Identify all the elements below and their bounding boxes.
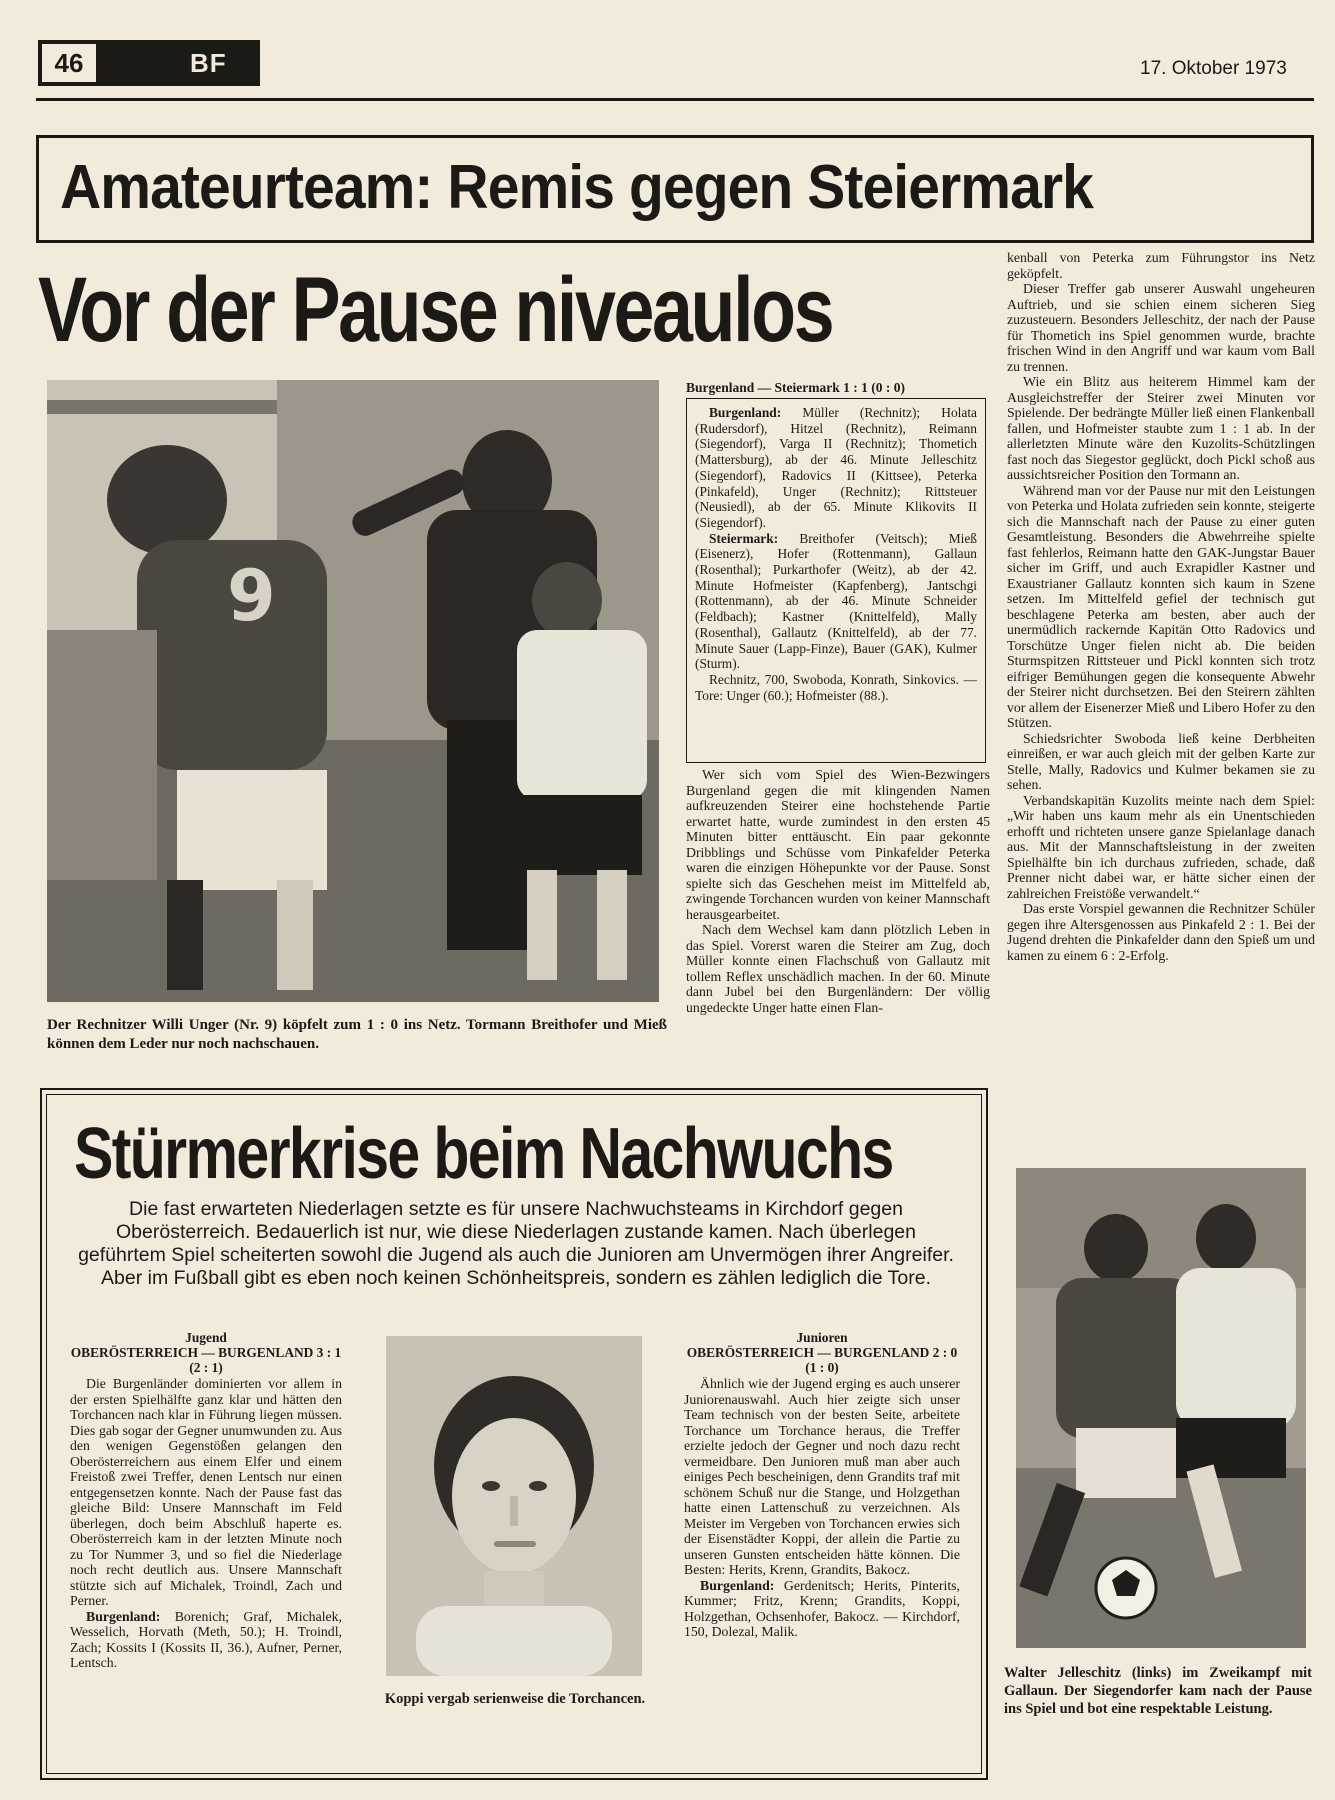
lineup-steiermark: Breithofer (Veitsch); Mieß (Eisenerz), Hofer (Rottenmann), Gallaun (Rosenthal); Purkarthofer (Weitz), ab der 42. Minute Hofmeister (Kapfenberg), Jantschgi (Rottenmann), ab der 46. Minute Schneider (Feldbach); Kastner (Knittelfeld), Mally (Rosenthal), Gallautz (Knittelfeld), ab der 77. Minute Sauer (Lapp-Finze), Bauer (GAK), Kulmer (Sturm). — [695, 530, 977, 672]
lineup-team-label: Burgenland: — [86, 1608, 161, 1624]
portrait-photo-koppi — [386, 1336, 642, 1676]
match-photo-header-goal — [47, 380, 659, 1002]
paragraph: Schiedsrichter Swoboda ließ keine Derbheiten einreißen, er war auch gleich mit der gelben Karte zur Stelle, Mally, Radovics und Kulmer bekamen sie zu sehen. — [1007, 730, 1315, 792]
paragraph: Das erste Vorspiel gewannen die Rechnitzer Schüler gegen ihre Altersgenossen aus Pinkafeld 2 : 1. Bei der Jugend drehten die Pinkafelder dann den Spieß um und kamen zu einem 6 : 2-Erfolg. — [1007, 901, 1315, 963]
jugend-result: OBERÖSTERREICH — BURGENLAND 3 : 1 (2 : 1) — [70, 1345, 342, 1375]
photo-caption: Der Rechnitzer Willi Unger (Nr. 9) köpfelt zum 1 : 0 ins Netz. Tormann Breithofer und Mieß können dem Leder nur noch nachschauen. — [47, 1017, 667, 1052]
photo-illustration — [386, 1336, 642, 1676]
story2-headline: Stürmerkrise beim Nachwuchs — [74, 1114, 893, 1194]
main-headline: Amateurteam: Remis gegen Steiermark — [60, 153, 1093, 222]
lineup-summary: Rechnitz, 700, Swoboda, Konrath, Sinkovics. — Tore: Unger (60.); Hofmeister (88.). — [695, 671, 977, 703]
page-number: 46 — [40, 42, 98, 84]
svg-text:9: 9 — [227, 555, 276, 637]
article-column-3 — [1007, 250, 1315, 963]
lineup-burgenland: Müller (Rechnitz); Holata (Rudersdorf), Hitzel (Rechnitz), Reimann (Siegendorf), Varga II (Rechnitz); Thometich (Mattersburg), ab der 46. Minute Jelleschitz (Siegendorf), Radovics II (Kittsee), Peterka (Pinkafeld), Unger (Rechnitz); Rittsteuer (Neusiedl), ab der 65. Minute Klikovits II (Siegendorf). — [695, 405, 977, 530]
paragraph: Wer sich vom Spiel des Wien-Bezwingers Burgenland gegen die mit klingenden Namen aufkreuzenden Steirer eine hochstehende Partie erwartet hatte, wurde zumindest in den ersten 45 Minuten bitter enttäuscht. Ein paar gekonnte Dribblings und Schüsse vom Pinkafelder Peterka waren die einzigen Höhepunkte vor der Pause. Sonst spielte sich das Geschehen meist im Mittelfeld ab, zwingende Torchancen wurden von keiner Mannschaft herausgearbeitet. — [686, 767, 990, 922]
lineup-text — [695, 405, 977, 703]
story2-lead: Die fast erwarteten Niederlagen setzte es für unsere Nachwuchsteams in Kirchdorf gegen Oberösterreich. Bedauerlich ist nur, wie diese Niederlagen zustande kamen. Nach überlegen geführtem Spiel scheiterten sowohl die Jugend als auch die Junioren am Unvermögen ihrer Angreifer. Aber im Fußball gibt es eben noch keinen Schönheitspreis, sondern es zählen lediglich die Tore. — [78, 1198, 954, 1289]
jugend-label: Jugend — [185, 1330, 227, 1345]
sub-headline: Vor der Pause niveaulos — [38, 259, 833, 361]
paragraph: Wie ein Blitz aus heiterem Himmel kam der Ausgleichstreffer der Steirer zwei Minuten vor Spielende. Der bedrängte Müller ließ einen Flankenball fallen, und Hofmeister staubte zum 1 : 1 ab. In der allerletzten Minute wäre den Kuzolits-Schützlingen fast noch das Siegestor geglückt, doch Pickl schoß aus aussichtsreicher Position den Tormann an. — [1007, 374, 1315, 482]
photo-caption: Koppi vergab serienweise die Torchancen. — [384, 1691, 646, 1707]
lineup-team-label: Burgenland: — [700, 1577, 775, 1593]
lineup-box — [686, 398, 986, 763]
photo-illustration — [47, 380, 659, 1002]
match-photo-duel — [1016, 1168, 1306, 1648]
article-column-2 — [686, 767, 990, 1015]
paragraph: Dieser Treffer gab unserer Auswahl ungeheuren Auftrieb, und sie schien einem sicheren Sieg zuzusteuern. Besonders Jelleschitz, der nach der Pause für Thometich ins Spiel genommen wurde, brachte frischen Wind in den Angriff und war kaum vom Ball zu trennen. — [1007, 281, 1315, 374]
match-result: Burgenland — Steiermark 1 : 1 (0 : 0) — [686, 380, 905, 395]
junioren-result: OBERÖSTERREICH — BURGENLAND 2 : 0 (1 : 0) — [686, 1345, 958, 1375]
jugend-lineup: Borenich; Graf, Michalek, Wesselich, Horvath (Meth, 50.); H. Troindl, Zach; Kossits I (Kossits II, 36.), Aufner, Perner, Lentsch. — [70, 1608, 342, 1670]
junioren-label: Junioren — [796, 1330, 848, 1345]
jugend-report — [70, 1376, 342, 1671]
photo-illustration — [1016, 1168, 1306, 1648]
junioren-result-heading — [684, 1330, 960, 1375]
jugend-result-heading — [70, 1330, 342, 1375]
junioren-lineup: Gerdenitsch; Herits, Pinterits, Kummer; Fritz, Krenn; Grandits, Koppi, Holzgethan, Ochsenhofer, Bakocz. — Kirchdorf, 150, Dolezal, Malik. — [684, 1577, 960, 1639]
paragraph: Die Burgenländer dominierten vor allem in der ersten Spielhälfte ganz klar und hätten den Torchancen nach klar in Führung liegen müssen. Dies gab sogar der Gegner unumwunden zu. Aus den wenigen Gegenstößen gelangen den Oberösterreichern aus einem Elfer und einem Freistoß zwei Treffer, denen Lentsch nur einen entgegensetzen konnte. Nach der Pause fast das gleiche Bild: Unsere Mannschaft im Feld überlegen, doch beim Abschluß haperte es. Oberösterreich kam in der letzten Minute noch zu Tor Nummer 3, und so fiel die Niederlage noch recht deutlich aus. Unsere Mannschaft stützte sich auf Michalek, Troindl, Zach und Perner. — [70, 1376, 342, 1608]
lineup-team-label: Burgenland: — [709, 405, 782, 420]
lineup-team-label: Steiermark: — [709, 530, 779, 546]
paragraph: Ähnlich wie der Jugend erging es auch unserer Juniorenauswahl. Auch hier zeigte sich unser Team technisch von der besten Seite, arbeitete Torchance um Torchance heraus, die Treffer erzielte jedoch der Gegner und noch dazu recht vermeidbare. Den Junioren muß man aber auch einiges Pech bescheinigen, denn Grandits traf mit schönem Schuß nur die Stange, und Holzgethan hatte einen Lattenschuß zu verzeichnen. Als Meister im Vergeben von Torchancen erwies sich der Eisenstädter Koppi, der allein die Partie zu unseren Gunsten entscheiden hätte können. Die Besten: Herits, Krenn, Grandits, Bakocz. — [684, 1376, 960, 1577]
paragraph: Während man vor der Pause nur mit den Leistungen von Peterka und Holata zufrieden sein konnte, steigerte sich die Mannschaft nach der Pause zu einer guten Gesamtleistung. Besonders die Abwehrreihe spielte fast fehlerlos, Reimann hatte den GAK-Jungstar Bauer sicher im Griff, und auch Exrapidler Kastner und Exaustrianer Gallautz konnten sich kaum in Szene setzen. Im Mittelfeld gefiel der technisch gut beschlagene Peterka am besten, aber auch der unermüdlich rackernde Kapitän Otto Radovics und Torschütze Unger fielen nicht ab. Die beiden Sturmspitzen Rittsteuer und Pickl konnten sich trotz eifriger Bemühungen gegen die konsequente Abwehr der Steirer nicht durchsetzen. Bei den Steirern zählten vor allem der Eisenerzer Mieß und Libero Hofer zu den Stützen. — [1007, 482, 1315, 730]
paragraph: Nach dem Wechsel kam dann plötzlich Leben in das Spiel. Vorerst waren die Steirer am Zug, doch Müller konnte einen Flachschuß von Gallautz mit tollem Reflex unschädlich machen. In der 60. Minute dann Jubel bei den Burgenländern: Der völlig ungedeckte Unger hatte einen Flan- — [686, 922, 990, 1015]
junioren-report — [684, 1376, 960, 1640]
photo-caption: Walter Jelleschitz (links) im Zweikampf mit Gallaun. Der Siegendorfer kam nach der Pause ins Spiel und bot eine respektable Leistung. — [1004, 1665, 1312, 1717]
paragraph: Verbandskapitän Kuzolits meinte nach dem Spiel: „Wir haben uns kaum mehr als ein Unentschieden erhofft und richteten unsere ganze Spielanlage danach aus. Mit der Mannschaftsleistung in der zweiten Spielhälfte bin ich durchaus zufrieden, schade, daß Prenner nicht dabei war, er hätte sicher einen der zahlreichen Freistöße verwandelt.“ — [1007, 792, 1315, 901]
paragraph: kenball von Peterka zum Führungstor ins Netz geköpfelt. — [1007, 250, 1315, 281]
issue-date: 17. Oktober 1973 — [1140, 58, 1287, 79]
section-label: BF — [190, 48, 227, 78]
header-rule — [36, 98, 1314, 101]
